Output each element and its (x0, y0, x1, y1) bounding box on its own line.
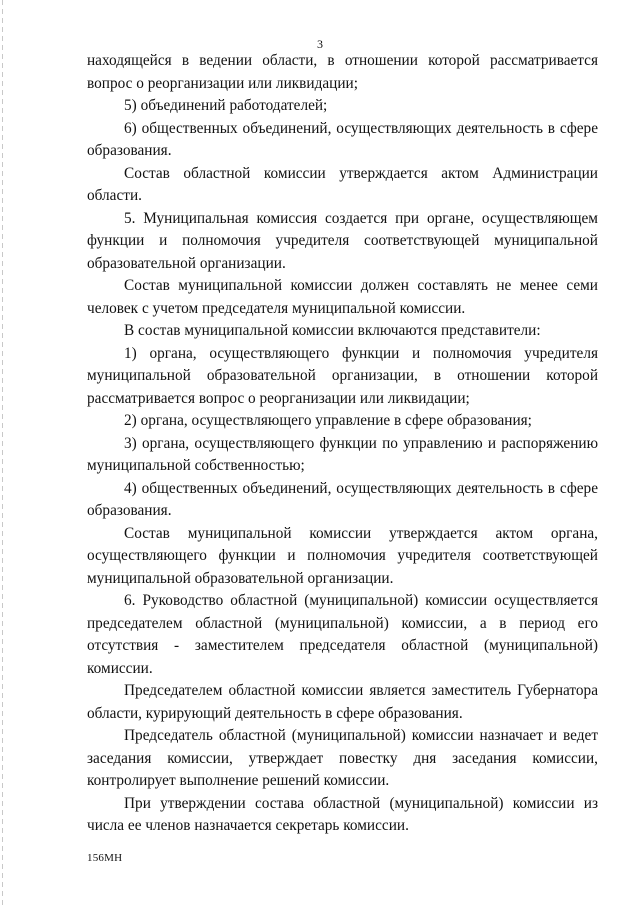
paragraph-10: 3) органа, осуществляющего функции по управлению и распоряжению муниципальной собственностью; (87, 434, 598, 474)
paragraph-9: 2) органа, осуществляющего управление в сфере образования; (124, 412, 532, 429)
paragraph-8: 1) органа, осуществляющего функции и полномочия учредителя муниципальной образовательной организации, в отношении которой рассматривается вопрос о реорганизации или ликвидации; (87, 344, 598, 407)
page-number: 3 (317, 37, 323, 51)
paragraph-14: Председателем областной комиссии является заместитель Губернатора области, курирующий деятельность в сфере образования. (87, 682, 598, 722)
paragraph-12: Состав муниципальной комиссии утверждается актом органа, осуществляющего функции и полномочия учредителя соответствующей муниципальной образовательной организации. (87, 524, 598, 587)
paragraph-1: находящейся в ведении области, в отношении которой рассматривается вопрос о реорганизации или ликвидации; (87, 52, 598, 92)
footer-document-code: 156МН (87, 852, 123, 864)
paragraph-4: Состав областной комиссии утверждается актом Администрации области. (87, 164, 598, 204)
paragraph-15: Председатель областной (муниципальной) комиссии назначает и ведет заседания комиссии, утверждает повестку дня заседания комиссии, контролирует выполнение решений комиссии. (87, 727, 598, 789)
paragraph-13: 6. Руководство областной (муниципальной) комиссии осуществляется председателем областной (муниципальной) комиссии, а в период его отсутствия - заместителем председателя областной (муниципальной) комиссии. (87, 592, 598, 677)
paragraph-2: 5) объединений работодателей; (124, 97, 328, 114)
paragraph-3: 6) общественных объединений, осуществляющих деятельность в сфере образования. (87, 119, 598, 159)
scan-edge-line (2, 0, 3, 905)
document-body (87, 50, 598, 838)
paragraph-11: 4) общественных объединений, осуществляющих деятельность в сфере образования. (87, 479, 598, 519)
paragraph-5: 5. Муниципальная комиссия создается при органе, осуществляющем функции и полномочия учредителя соответствующей муниципальной образовательной организации. (87, 209, 598, 272)
paragraph-6: Состав муниципальной комиссии должен составлять не менее семи человек с учетом председателя муниципальной комиссии. (87, 277, 598, 317)
paragraph-7: В состав муниципальной комиссии включаются представители: (124, 322, 541, 339)
paragraph-16: При утверждении состава областной (муниципальной) комиссии из числа ее членов назначается секретарь комиссии. (87, 794, 598, 834)
